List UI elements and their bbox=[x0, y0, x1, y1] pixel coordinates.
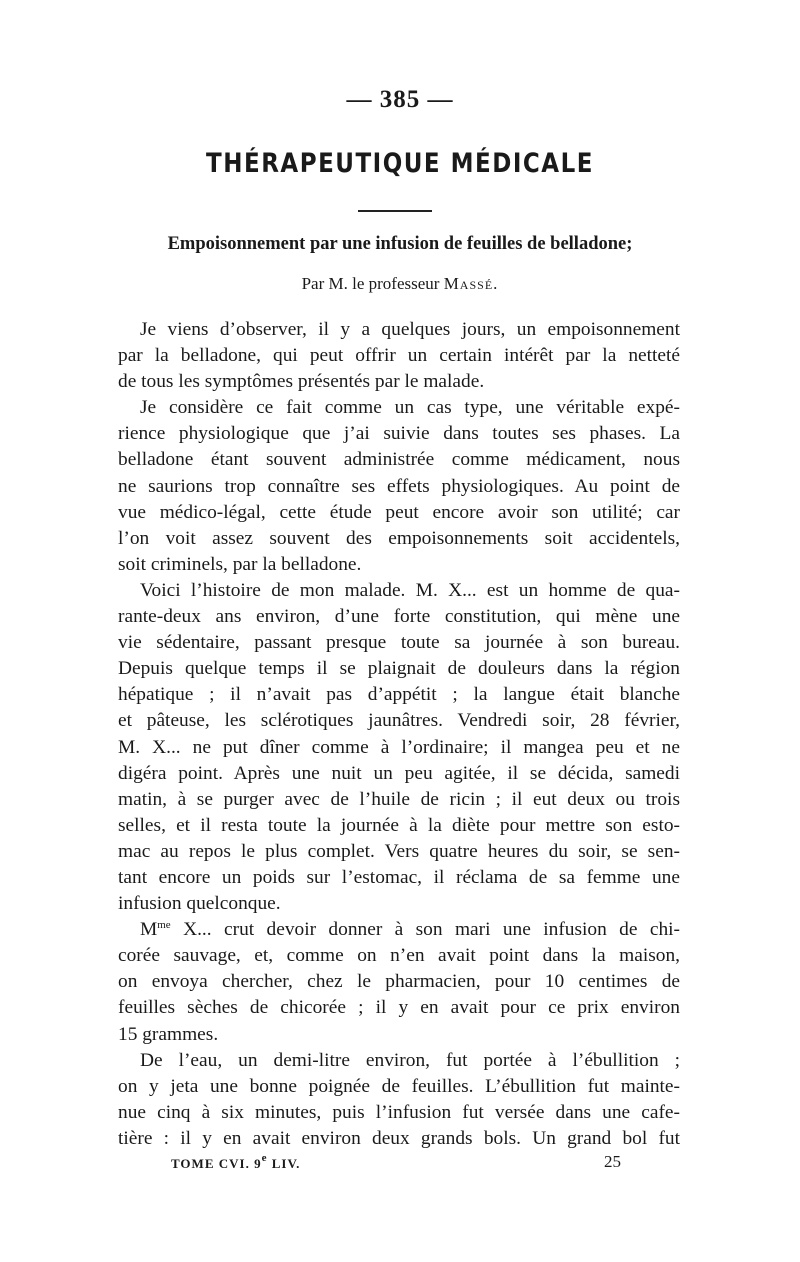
body-line: vie sédentaire, passant presque toute sa journée à son bureau. bbox=[118, 632, 680, 654]
byline-author: Massé. bbox=[443, 274, 499, 293]
body-line: selles, et il resta toute la journée à la diète pour mettre son esto- bbox=[118, 814, 680, 836]
body-line: M. X... ne put dîner comme à l’ordinaire; il mangea peu et ne bbox=[118, 736, 680, 758]
body-line: hépatique ; il n’avait pas d’appétit ; la langue était blanche bbox=[118, 684, 680, 706]
body-line: tant encore un poids sur l’estomac, il réclama de sa femme une bbox=[118, 866, 680, 888]
body-line: feuilles sèches de chicorée ; il y en avait pour ce prix environ bbox=[118, 997, 680, 1019]
footer-signature bbox=[171, 1152, 301, 1172]
body-line: nue cinq à six minutes, puis l’infusion fut versée dans une cafe- bbox=[118, 1101, 680, 1123]
body-line: l’on voit assez souvent des empoisonnements soit accidentels, bbox=[118, 527, 680, 549]
body-line: Depuis quelque temps il se plaignait de douleurs dans la région bbox=[118, 658, 680, 680]
footer-signature-sup: e bbox=[261, 1152, 268, 1164]
body-line: de tous les symptômes présentés par le malade. bbox=[118, 371, 485, 393]
body-line: corée sauvage, et, comme on n’en avait point dans la maison, bbox=[118, 945, 680, 967]
body-line: Je considère ce fait comme un cas type, une véritable expé- bbox=[140, 397, 680, 419]
body-line-superscript: me bbox=[157, 919, 171, 932]
footer-signature-suffix: LIV. bbox=[267, 1156, 301, 1171]
body-line: matin, à se purger avec de l’huile de ricin ; il eut deux ou trois bbox=[118, 788, 680, 810]
footer-signature-prefix: TOME CVI. 9 bbox=[171, 1156, 262, 1171]
body-line: ne saurions trop connaître ses effets physiologiques. Au point de bbox=[118, 475, 680, 497]
body-line bbox=[118, 917, 680, 943]
body-line: tière : il y en avait environ deux grands bols. Un grand bol fut bbox=[118, 1127, 680, 1149]
byline bbox=[0, 274, 800, 294]
body-line: Je viens d’observer, il y a quelques jours, un empoisonnement bbox=[140, 319, 680, 340]
body-line: et pâteuse, les sclérotiques jaunâtres. Vendredi soir, 28 février, bbox=[118, 710, 680, 732]
body-line: infusion quelconque. bbox=[118, 893, 281, 915]
title-rule-divider bbox=[358, 210, 432, 212]
body-line: soit criminels, par la belladone. bbox=[118, 553, 362, 575]
body-line: on envoya chercher, chez le pharmacien, pour 10 centimes de bbox=[118, 971, 680, 993]
body-line: 15 grammes. bbox=[118, 1023, 219, 1045]
body-line: rante-deux ans environ, d’une forte constitution, qui mène une bbox=[118, 606, 680, 628]
body-line: par la belladone, qui peut offrir un certain intérêt par la netteté bbox=[118, 345, 680, 367]
body-text bbox=[118, 317, 680, 1152]
body-line-rest: X... crut devoir donner à son mari une infusion de chi- bbox=[170, 919, 680, 941]
body-line: Voici l’histoire de mon malade. M. X... est un homme de qua- bbox=[140, 579, 680, 601]
body-line: De l’eau, un demi-litre environ, fut portée à l’ébullition ; bbox=[140, 1049, 680, 1071]
body-line: belladone étant souvent administrée comme médicament, nous bbox=[118, 449, 680, 471]
body-line: rience physiologique que j’ai suivie dans toutes ses phases. La bbox=[118, 423, 680, 445]
section-title: THÉRAPEUTIQUE MÉDICALE bbox=[206, 149, 594, 179]
byline-prefix: Par M. le professeur bbox=[301, 274, 444, 293]
body-line: vue médico-légal, cette étude peut encore avoir son utilité; car bbox=[118, 501, 680, 523]
body-line: digéra point. Après une nuit un peu agitée, il se décida, samedi bbox=[118, 762, 680, 784]
body-line: mac au repos le plus complet. Vers quatre heures du soir, se sen- bbox=[118, 840, 680, 862]
page-number: — 385 — bbox=[346, 86, 454, 113]
body-line-prefix: M bbox=[140, 919, 158, 941]
body-line: on y jeta une bonne poignée de feuilles. L’ébullition fut mainte- bbox=[118, 1075, 680, 1097]
footer-sheet-number: 25 bbox=[604, 1152, 621, 1171]
article-title: Empoisonnement par une infusion de feuilles de belladone; bbox=[167, 234, 633, 254]
